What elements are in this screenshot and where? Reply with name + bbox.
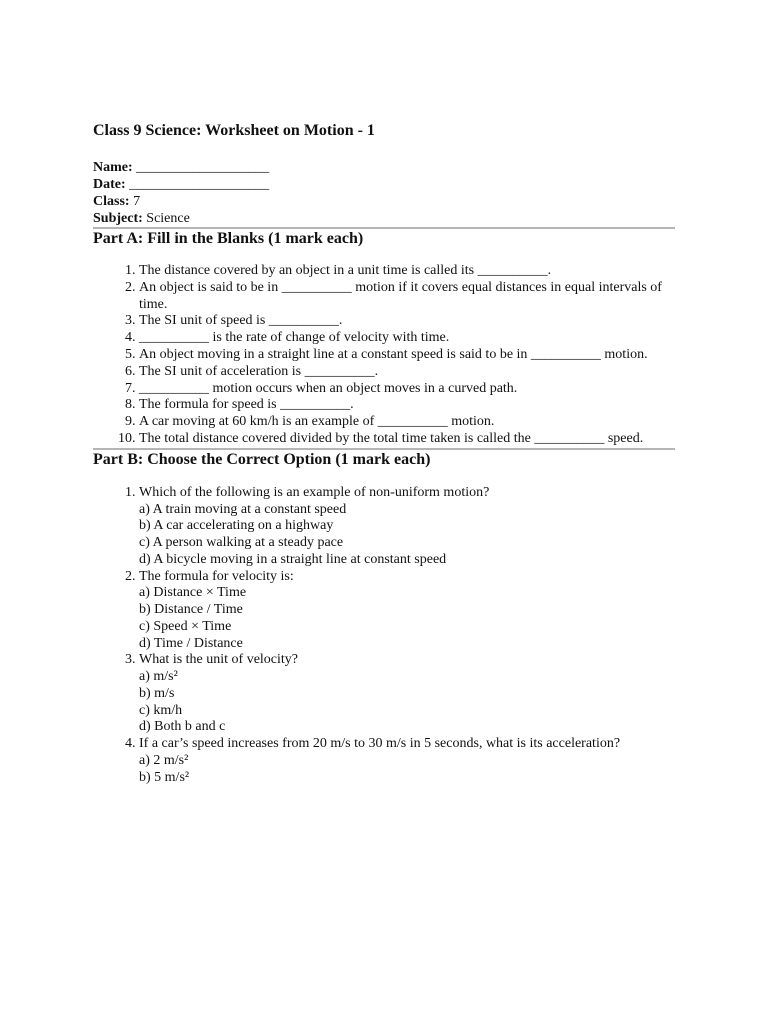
mcq-option: a) A train moving at a constant speed (139, 501, 347, 517)
mcq-option: b) m/s (139, 685, 175, 701)
mcq-option: d) Time / Distance (139, 635, 243, 651)
class-line (93, 193, 675, 210)
fill-blank-question: 6. The SI unit of acceleration is __________. (139, 364, 675, 381)
date-label: Date: (93, 177, 126, 192)
name-line (93, 159, 675, 176)
mcq-question (139, 652, 675, 736)
mcq-question-text: 3. What is the unit of velocity? (139, 652, 299, 668)
mcq-question (139, 736, 675, 786)
mcq-option: d) Both b and c (139, 719, 226, 735)
fill-blank-question: 5. An object moving in a straight line at a constant speed is said to be in __________ motion. (139, 347, 675, 364)
mcq-option: c) km/h (139, 702, 183, 718)
subject-label: Subject: (93, 211, 143, 226)
part-b-heading: Part B: Choose the Correct Option (1 mark each) (93, 450, 431, 468)
mcq-option: b) Distance / Time (139, 602, 243, 618)
part-a-heading: Part A: Fill in the Blanks (1 mark each) (93, 230, 364, 247)
class-value: 7 (129, 194, 141, 209)
fill-blank-question: 10. The total distance covered divided by the total time taken is called the __________ speed. (139, 431, 675, 448)
fill-blank-question: 2. An object is said to be in __________ motion if it covers equal distances in equal intervals of time. (139, 280, 675, 314)
mcq-question-text: 1. Which of the following is an example of non-uniform motion? (139, 484, 490, 500)
mcq-option: a) m/s² (139, 669, 178, 685)
fill-blank-question: 7. __________ motion occurs when an object moves in a curved path. (139, 381, 675, 398)
fill-blank-question: 4. __________ is the rate of change of velocity with time. (139, 330, 675, 347)
subject-value: Science (142, 211, 190, 226)
worksheet-content (93, 121, 675, 786)
class-label: Class: (93, 194, 130, 209)
mcq-option: d) A bicycle moving in a straight line at constant speed (139, 551, 447, 567)
fill-blank-question: 8. The formula for speed is __________. (139, 397, 675, 414)
name-label: Name: (93, 160, 133, 175)
subject-line (93, 210, 675, 227)
mcq-question-text: 2. The formula for velocity is: (139, 568, 294, 584)
fill-blank-question: 3. The SI unit of speed is __________. (139, 313, 675, 330)
mcq-option: c) A person walking at a steady pace (139, 535, 344, 551)
mcq-option: b) A car accelerating on a highway (139, 518, 334, 534)
part-a-question-list (93, 263, 675, 448)
mcq-option: c) Speed × Time (139, 618, 232, 634)
worksheet-title: Class 9 Science: Worksheet on Motion - 1 (93, 122, 375, 139)
fill-blank-question: 9. A car moving at 60 km/h is an example of __________ motion. (139, 414, 675, 431)
date-line (93, 176, 675, 193)
student-info (93, 159, 675, 227)
part-b-question-list (93, 485, 675, 787)
date-blank: ____________________ (125, 177, 270, 192)
mcq-option: b) 5 m/s² (139, 769, 190, 785)
mcq-question (139, 485, 675, 569)
mcq-option: a) 2 m/s² (139, 752, 189, 768)
mcq-option: a) Distance × Time (139, 585, 247, 601)
mcq-question-text: 4. If a car’s speed increases from 20 m/s to 30 m/s in 5 seconds, what is its acceleration? (139, 736, 621, 752)
mcq-question (139, 569, 675, 653)
name-blank: ___________________ (132, 160, 270, 175)
fill-blank-question: 1. The distance covered by an object in a unit time is called its __________. (139, 263, 675, 280)
